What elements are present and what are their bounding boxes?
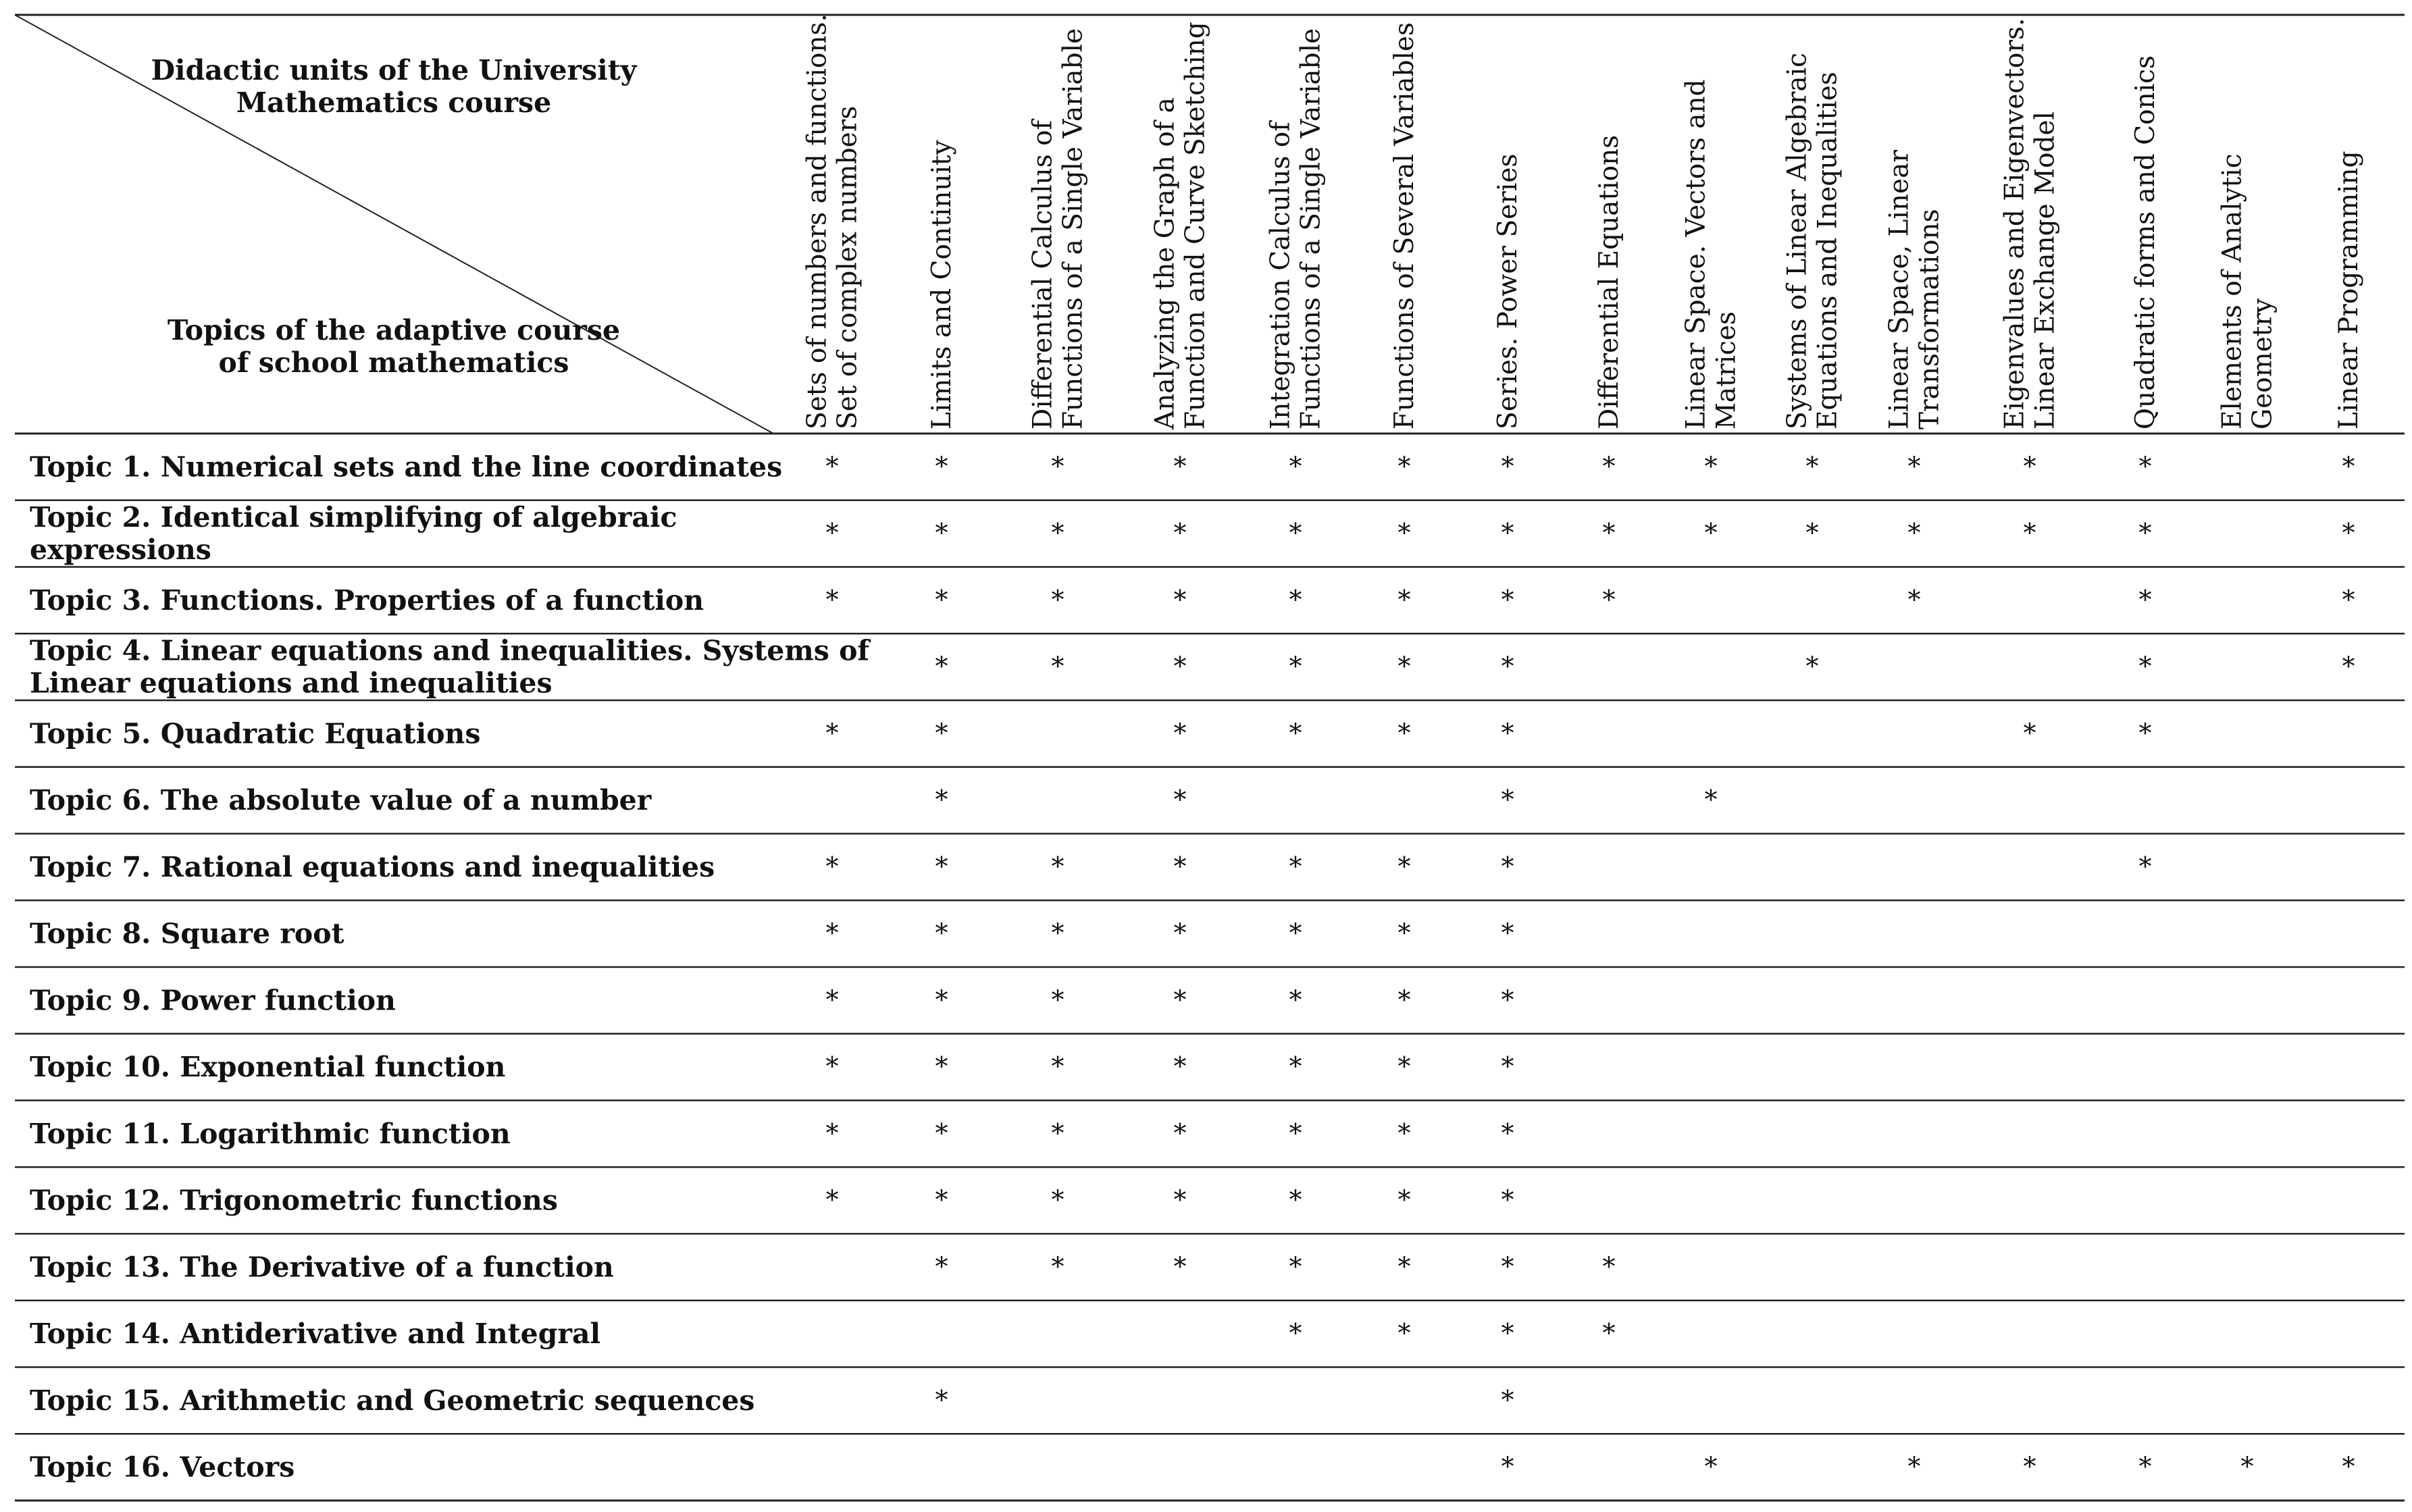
table-row	[30, 1118, 1514, 1150]
cell-mark: *	[1397, 1051, 1411, 1082]
column-header-line: Matrices	[1711, 311, 1742, 429]
cell-mark: *	[1173, 1251, 1187, 1282]
cell-mark: *	[1602, 1251, 1616, 1282]
cell-mark: *	[1289, 1184, 1302, 1215]
row-topic-label: Topic 11. Logarithmic function	[30, 1117, 511, 1150]
cell-mark: *	[1397, 1118, 1411, 1148]
cell-mark: *	[1289, 851, 1302, 881]
cell-mark: *	[2023, 518, 2036, 548]
row-topic-label: Topic 2. Identical simplifying of algebraic	[30, 501, 677, 534]
table-row	[30, 784, 1718, 816]
cell-mark: *	[825, 918, 839, 948]
cell-mark: *	[935, 1251, 948, 1282]
cell-mark: *	[1907, 1451, 1921, 1482]
column-header-line: Functions of a Single Variable	[1058, 28, 1089, 429]
cell-mark: *	[1704, 451, 1718, 481]
cell-mark: *	[1173, 451, 1187, 481]
column-header	[2000, 18, 2061, 429]
cell-mark: *	[1289, 985, 1302, 1015]
corner-topics-label: of school mathematics	[218, 346, 569, 379]
column-header	[1150, 22, 1211, 430]
cell-mark: *	[1501, 1184, 1514, 1215]
cell-mark: *	[935, 785, 948, 815]
cell-mark: *	[1397, 718, 1411, 748]
cell-mark: *	[1051, 584, 1064, 615]
cell-mark: *	[1805, 451, 1819, 481]
cell-mark: *	[825, 1118, 839, 1148]
table-row	[30, 851, 2152, 883]
row-topic-label: Topic 1. Numerical sets and the line coordinates	[30, 450, 783, 484]
cell-mark: *	[935, 451, 948, 481]
cell-mark: *	[2240, 1451, 2254, 1482]
column-header-line: Eigenvalues and Eigenvectors.	[1999, 18, 2030, 429]
cell-mark: *	[1501, 1051, 1514, 1082]
column-header-line: Linear Programming	[2334, 151, 2364, 429]
table-row	[30, 1318, 1616, 1350]
table-row	[30, 1451, 2355, 1484]
column-header-line: Linear Space. Vectors and	[1680, 79, 1712, 429]
row-topic-label: Topic 6. The absolute value of a number	[30, 784, 652, 817]
cell-mark: *	[1173, 985, 1187, 1015]
column-header	[1266, 28, 1327, 429]
cell-mark: *	[1289, 518, 1302, 548]
cell-mark: *	[2138, 584, 2152, 615]
cell-mark: *	[1397, 1184, 1411, 1215]
cell-mark: *	[825, 584, 839, 615]
column-header-line: Sets of numbers and functions.	[802, 14, 833, 429]
cell-mark: *	[1602, 1318, 1616, 1349]
cell-mark: *	[1173, 584, 1187, 615]
cell-mark: *	[1173, 718, 1187, 748]
row-topic-label: Topic 14. Antiderivative and Integral	[30, 1318, 601, 1351]
cell-mark: *	[1397, 518, 1411, 548]
cell-mark: *	[1173, 918, 1187, 948]
row-topic-label: expressions	[30, 533, 211, 567]
column-header-line: Set of complex numbers	[832, 105, 863, 429]
row-topic-label: Topic 7. Rational equations and inequalities	[30, 850, 715, 883]
cell-mark: *	[1907, 451, 1921, 481]
cell-mark: *	[1501, 1451, 1514, 1482]
table-row	[30, 717, 2152, 750]
corner-topics-label: Topics of the adaptive course	[167, 314, 621, 346]
cell-mark: *	[1397, 918, 1411, 948]
column-header-line: Systems of Linear Algebraic	[1782, 53, 1813, 429]
column-header	[802, 14, 863, 429]
cell-mark: *	[1173, 785, 1187, 815]
cell-mark: *	[935, 1384, 948, 1415]
cell-mark: *	[1289, 651, 1302, 681]
cell-mark: *	[1289, 918, 1302, 948]
row-topic-label: Topic 9. Power function	[30, 984, 396, 1017]
cell-mark: *	[1397, 451, 1411, 481]
cell-mark: *	[1397, 1251, 1411, 1282]
column-header-line: Series. Power Series	[1493, 153, 1523, 429]
cell-mark: *	[825, 518, 839, 548]
cell-mark: *	[1501, 851, 1514, 881]
column-header	[927, 140, 957, 429]
row-topic-label: Topic 12. Trigonometric functions	[30, 1184, 558, 1217]
cell-mark: *	[1051, 918, 1064, 948]
table-row	[30, 1384, 1514, 1417]
cell-mark: *	[1704, 785, 1718, 815]
column-header-line: Quadratic forms and Conics	[2130, 55, 2161, 429]
cell-mark: *	[2138, 451, 2152, 481]
cell-mark: *	[2342, 651, 2355, 681]
cell-mark: *	[935, 718, 948, 748]
table-row	[30, 1184, 1514, 1217]
column-header-line: Differential Equations	[1594, 134, 1624, 429]
cell-mark: *	[825, 1184, 839, 1215]
cell-mark: *	[1051, 651, 1064, 681]
cell-mark: *	[1501, 1384, 1514, 1415]
cell-mark: *	[935, 985, 948, 1015]
cell-mark: *	[1173, 518, 1187, 548]
cell-mark: *	[935, 1051, 948, 1082]
cell-mark: *	[935, 851, 948, 881]
cell-mark: *	[935, 918, 948, 948]
column-header	[2130, 55, 2161, 429]
column-header	[1028, 28, 1089, 429]
column-header-line: Linear Exchange Model	[2030, 111, 2061, 429]
cell-mark: *	[935, 1184, 948, 1215]
cell-mark: *	[1501, 651, 1514, 681]
cell-mark: *	[825, 851, 839, 881]
cell-mark: *	[1501, 985, 1514, 1015]
column-header	[2217, 153, 2278, 429]
cell-mark: *	[1602, 451, 1616, 481]
cell-mark: *	[1501, 785, 1514, 815]
cell-mark: *	[1501, 451, 1514, 481]
column-header-line: Elements of Analytic	[2217, 153, 2248, 429]
row-topic-label: Topic 10. Exponential function	[30, 1051, 506, 1084]
cell-mark: *	[1805, 651, 1819, 681]
cell-mark: *	[1602, 518, 1616, 548]
table-row	[30, 584, 2355, 617]
cell-mark: *	[1907, 584, 1921, 615]
cell-mark: *	[1051, 518, 1064, 548]
column-header-line: Transformations	[1914, 209, 1945, 429]
column-header	[1594, 135, 1624, 429]
cell-mark: *	[1501, 918, 1514, 948]
cell-mark: *	[1051, 851, 1064, 881]
row-topic-label: Linear equations and inequalities	[30, 667, 553, 700]
cell-mark: *	[1173, 1184, 1187, 1215]
row-topic-label: Topic 3. Functions. Properties of a function	[30, 583, 704, 617]
table-row	[30, 450, 2355, 483]
cell-mark: *	[1501, 718, 1514, 748]
cell-mark: *	[2342, 518, 2355, 548]
column-header-line: Function and Curve Sketching	[1180, 22, 1211, 429]
cell-mark: *	[2023, 451, 2036, 481]
cell-mark: *	[1289, 1251, 1302, 1282]
cell-mark: *	[935, 651, 948, 681]
table-row	[30, 1251, 1616, 1283]
cell-mark: *	[825, 985, 839, 1015]
row-topic-label: Topic 16. Vectors	[30, 1451, 295, 1484]
cell-mark: *	[935, 518, 948, 548]
row-topic-label: Topic 15. Arithmetic and Geometric sequences	[30, 1384, 755, 1417]
cell-mark: *	[1289, 1051, 1302, 1082]
cell-mark: *	[935, 1118, 948, 1148]
cell-mark: *	[1289, 584, 1302, 615]
cell-mark: *	[1501, 1118, 1514, 1148]
column-header-line: Functions of Several Variables	[1389, 22, 1420, 429]
cell-mark: *	[1397, 1318, 1411, 1349]
cell-mark: *	[2342, 1451, 2355, 1482]
corner-units-label: Didactic units of the University	[151, 54, 637, 86]
cell-mark: *	[2023, 1451, 2036, 1482]
column-header	[1884, 150, 1945, 429]
cell-mark: *	[1397, 851, 1411, 881]
cell-mark: *	[1501, 584, 1514, 615]
cell-mark: *	[1173, 1118, 1187, 1148]
cell-mark: *	[1397, 651, 1411, 681]
cell-mark: *	[1397, 985, 1411, 1015]
cell-mark: *	[1501, 1251, 1514, 1282]
cell-mark: *	[1051, 1184, 1064, 1215]
column-header-line: Differential Calculus of	[1027, 120, 1058, 429]
row-topic-label: Topic 5. Quadratic Equations	[30, 717, 481, 750]
cell-mark: *	[2138, 651, 2152, 681]
column-header-line: Integration Calculus of	[1265, 122, 1296, 429]
column-header-line: Limits and Continuity	[927, 140, 957, 429]
cell-mark: *	[2138, 1451, 2152, 1482]
table-row	[30, 1051, 1514, 1083]
cell-mark: *	[1173, 1051, 1187, 1082]
cell-mark: *	[1051, 451, 1064, 481]
cell-mark: *	[2023, 718, 2036, 748]
column-header	[1681, 79, 1742, 429]
cell-mark: *	[2138, 518, 2152, 548]
column-header-line: Equations and Inequalities	[1812, 72, 1843, 429]
cell-mark: *	[825, 718, 839, 748]
corner-units-label: Mathematics course	[236, 86, 552, 119]
column-header	[1389, 22, 1420, 429]
column-header-line: Geometry	[2247, 298, 2278, 429]
cell-mark: *	[1602, 584, 1616, 615]
cell-mark: *	[1501, 518, 1514, 548]
column-header	[2334, 151, 2364, 429]
cell-mark: *	[1704, 518, 1718, 548]
row-topic-label: Topic 4. Linear equations and inequalities. Systems of	[30, 634, 870, 667]
cell-mark: *	[1051, 1118, 1064, 1148]
cell-mark: *	[1173, 651, 1187, 681]
table-row	[30, 918, 1514, 950]
cell-mark: *	[1289, 718, 1302, 748]
cell-mark: *	[2342, 584, 2355, 615]
cell-mark: *	[1289, 1318, 1302, 1349]
cell-mark: *	[825, 1051, 839, 1082]
cell-mark: *	[2342, 451, 2355, 481]
row-topic-label: Topic 13. The Derivative of a function	[30, 1251, 614, 1284]
cell-mark: *	[1289, 1118, 1302, 1148]
cell-mark: *	[2138, 851, 2152, 881]
cell-mark: *	[1051, 1251, 1064, 1282]
column-header-line: Functions of a Single Variable	[1295, 28, 1327, 429]
cell-mark: *	[1501, 1318, 1514, 1349]
column-header	[1782, 53, 1843, 429]
cell-mark: *	[1051, 1051, 1064, 1082]
cell-mark: *	[1704, 1451, 1718, 1482]
cell-mark: *	[1397, 584, 1411, 615]
cell-mark: *	[1173, 851, 1187, 881]
cell-mark: *	[935, 584, 948, 615]
column-header-line: Linear Space, Linear	[1884, 150, 1915, 429]
cell-mark: *	[1289, 451, 1302, 481]
cell-mark: *	[1907, 518, 1921, 548]
cell-mark: *	[825, 451, 839, 481]
cell-mark: *	[1051, 985, 1064, 1015]
column-header	[1493, 154, 1523, 429]
table-row	[30, 635, 2355, 700]
column-header-line: Analyzing the Graph of a	[1150, 97, 1181, 429]
row-topic-label: Topic 8. Square root	[30, 917, 344, 950]
table-row	[30, 501, 2355, 566]
cell-mark: *	[2138, 718, 2152, 748]
cell-mark: *	[1805, 518, 1819, 548]
table-row	[30, 984, 1514, 1016]
